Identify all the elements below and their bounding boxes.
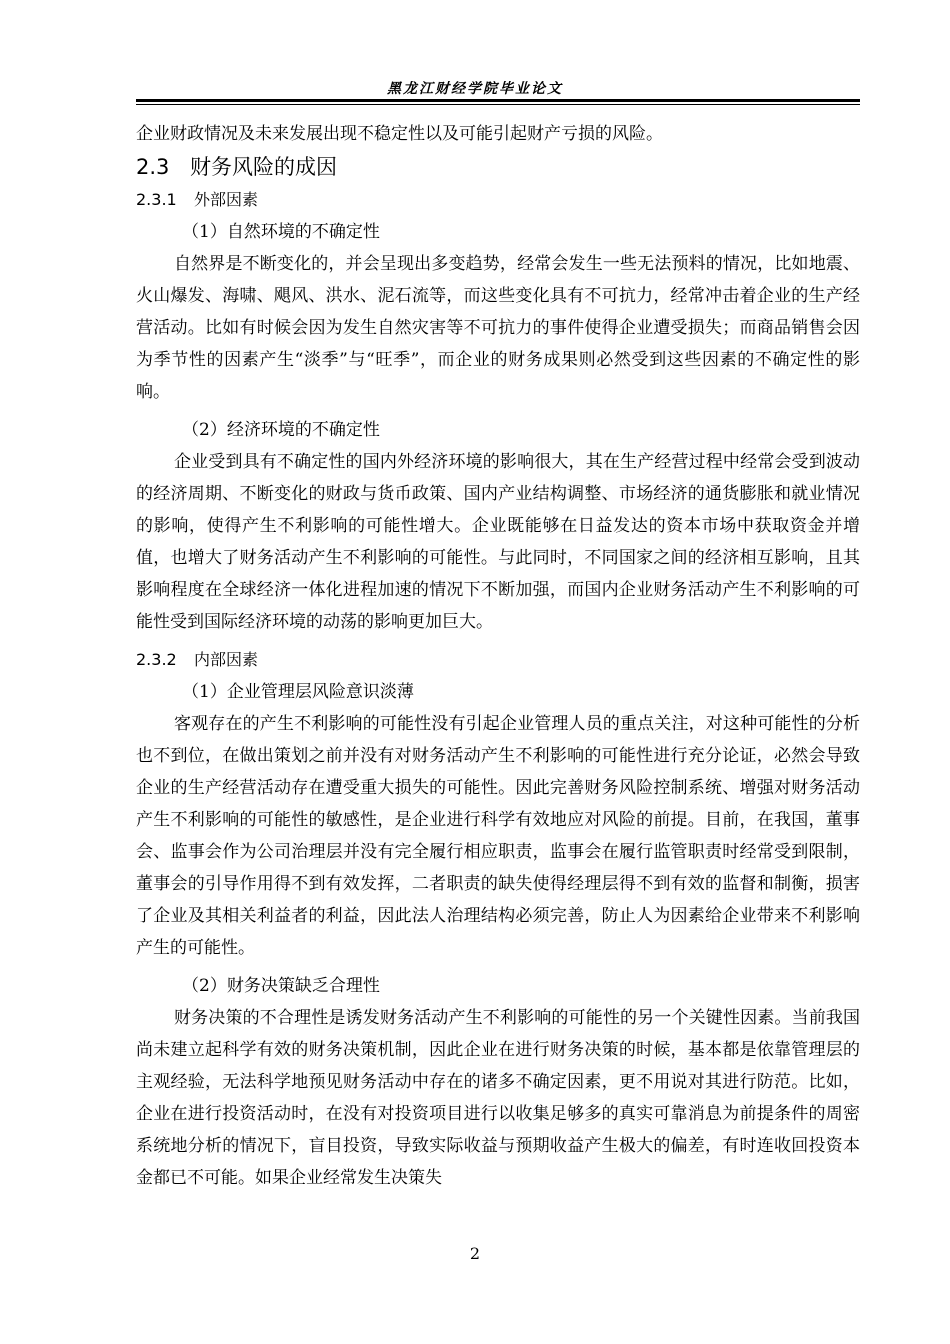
item-heading-decision: （2）财务决策缺乏合理性 [182, 976, 380, 996]
running-header: 黑龙江财经学院毕业论文 [387, 81, 563, 97]
item-heading-natural: （1）自然环境的不确定性 [182, 222, 380, 242]
paragraph-management: 客观存在的产生不利影响的可能性没有引起企业管理人员的重点关注，对这种可能性的分析也不到位，在做出策划之前并没有对财务活动产生不利影响的可能性进行充分论证，必然会导致企业的生产经营活动存在遭受重大损失的可能性。因此完善财务风险控制系统、增强对财务活动产生不利影响的可能性的敏感性，是企业进行科学有效地应对风险的前提。目前，在我国，董事会、监事会作为公司治理层并没有完全履行相应职责，监事会在履行监管职责时经常受到限制，董事会的引导作用得不到有效发挥，二者职责的缺失使得经理层得不到有效的监督和制衡，损害了企业及其相关利益者的利益，因此法人治理结构必须完善，防止人为因素给企业带来不利影响产生的可能性。 [136, 714, 860, 958]
subsection-heading-internal [136, 644, 860, 676]
page-number: 2 [469, 1244, 481, 1263]
intro-paragraph: 企业财政情况及未来发展出现不稳定性以及可能引起财产亏损的风险。 [136, 124, 663, 144]
subsection-heading-external [136, 184, 860, 216]
subsection-title: 外部因素 [194, 190, 259, 209]
paragraph-economic: 企业受到具有不确定性的国内外经济环境的影响很大，其在生产经营过程中经常会受到波动的经济周期、不断变化的财政与货币政策、国内产业结构调整、市场经济的通货膨胀和就业情况的影响，使得产生不利影响的可能性增大。企业既能够在日益发达的资本市场中获取资金并增值，也增大了财务活动产生不利影响的可能性。与此同时，不同国家之间的经济相互影响，且其影响程度在全球经济一体化进程加速的情况下不断加强，而国内企业财务活动产生不利影响的可能性受到国际经济环境的动荡的影响更加巨大。 [136, 452, 860, 632]
section-number: 2.3 [136, 155, 170, 179]
paragraph-decision: 财务决策的不合理性是诱发财务活动产生不利影响的可能性的另一个关键性因素。当前我国尚未建立起科学有效的财务决策机制，因此企业在进行财务决策的时候，基本都是依靠管理层的主观经验，无法科学地预见财务活动中存在的诸多不确定因素，更不用说对其进行防范。比如，企业在进行投资活动时，在没有对投资项目进行以收集足够多的真实可靠消息为前提条件的周密系统地分析的情况下，盲目投资，导致实际收益与预期收益产生极大的偏差，有时连收回投资本金都已不可能。如果企业经常发生决策失 [136, 1008, 860, 1188]
header-rule-thin [136, 104, 860, 105]
section-heading [136, 150, 860, 184]
subsection-number: 2.3.2 [136, 650, 177, 669]
header-rule-thick [136, 99, 860, 102]
body-content [136, 118, 860, 1194]
subsection-number: 2.3.1 [136, 190, 177, 209]
item-heading-economic: （2）经济环境的不确定性 [182, 420, 380, 440]
item-heading-management: （1）企业管理层风险意识淡薄 [182, 682, 414, 702]
subsection-title: 内部因素 [194, 650, 259, 669]
section-title: 财务风险的成因 [190, 155, 337, 179]
paragraph-natural: 自然界是不断变化的，并会呈现出多变趋势，经常会发生一些无法预料的情况，比如地震、火山爆发、海啸、飓风、洪水、泥石流等，而这些变化具有不可抗力，经常冲击着企业的生产经营活动。比如有时候会因为发生自然灾害等不可抗力的事件使得企业遭受损失；而商品销售会因为季节性的因素产生“淡季”与“旺季”，而企业的财务成果则必然受到这些因素的不确定性的影响。 [136, 254, 860, 402]
